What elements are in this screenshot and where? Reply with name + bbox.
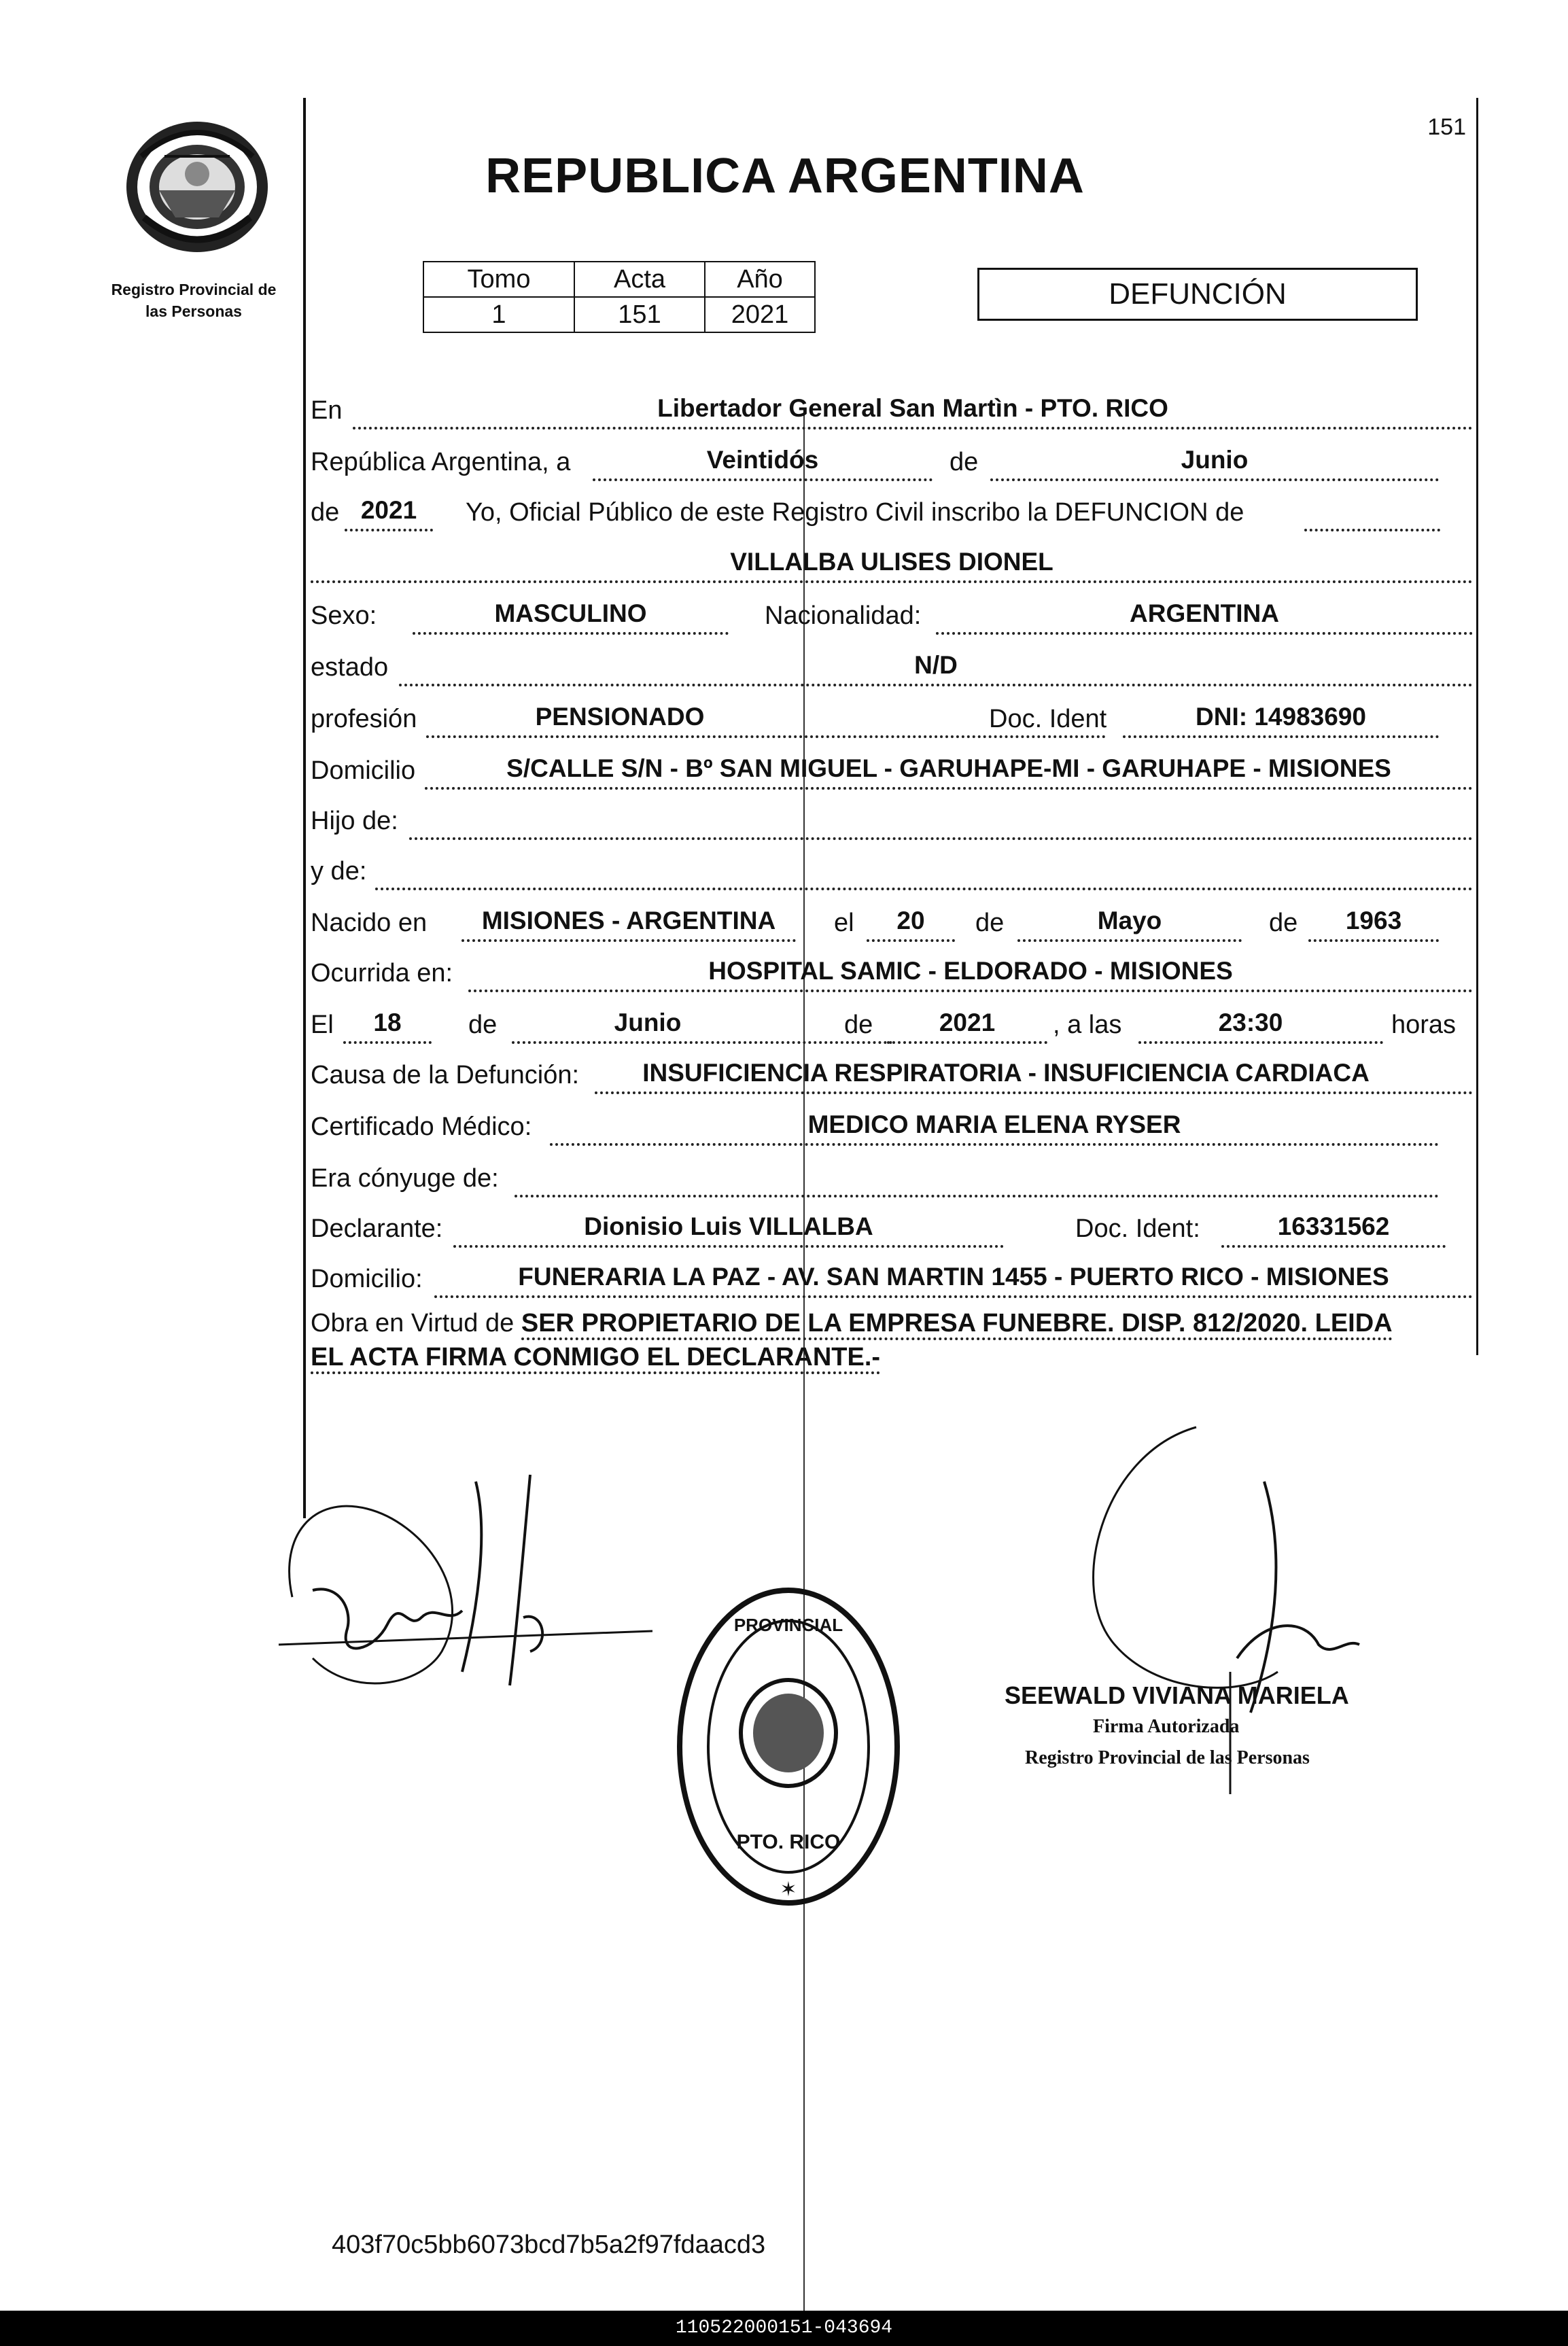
page-number: 151 [1427, 114, 1466, 140]
row-fecha-defuncion [311, 1003, 1473, 1044]
declarant-signature [272, 1454, 652, 1753]
anio-value: 2021 [705, 297, 815, 332]
nac-mes-value: Mayo [1097, 907, 1162, 934]
registry-caption [82, 279, 306, 322]
doc-value: DNI: 14983690 [1196, 703, 1366, 731]
nac-dia-value: 20 [896, 907, 925, 934]
oficial-text: Yo, Oficial Público de este Registro Civil inscribo la DEFUNCION de [466, 498, 1244, 527]
nacido-label: Nacido en [311, 909, 428, 937]
domicilio-value: S/CALLE S/N - Bº SAN MIGUEL - GARUHAPE-MI - GARUHAPE - MISIONES [506, 754, 1391, 782]
row-yde [311, 850, 1473, 890]
record-number-table [423, 261, 816, 333]
de-label-5: de [468, 1011, 498, 1039]
def-dia-value: 18 [373, 1009, 402, 1036]
svg-text:✶: ✶ [780, 1878, 797, 1902]
hijo-field [409, 799, 1473, 840]
horas-label: horas [1391, 1011, 1457, 1039]
def-mes-value: Junio [614, 1009, 682, 1036]
nacionalidad-label: Nacionalidad: [765, 601, 922, 630]
nacionalidad-value: ARGENTINA [1130, 599, 1279, 627]
doc2-value: 16331562 [1277, 1212, 1390, 1240]
provincial-seal-logo [117, 116, 277, 258]
anio-text: 2021 [360, 496, 417, 524]
domicilio2-value: FUNERARIA LA PAZ - AV. SAN MARTIN 1455 - PUERTO RICO - MISIONES [518, 1263, 1389, 1291]
signer-org: Registro Provincial de las Personas [1025, 1747, 1310, 1768]
causa-label: Causa de la Defunción: [311, 1061, 580, 1089]
row-profesion [311, 697, 1473, 738]
row-declarante [311, 1207, 1473, 1248]
estado-value: N/D [914, 651, 958, 679]
row-domicilio-declarante [311, 1257, 1473, 1298]
record-type-box: DEFUNCIÓN [977, 268, 1418, 321]
page-title: REPUBLICA ARGENTINA [485, 149, 1085, 203]
svg-text:PROVINCIAL: PROVINCIAL [733, 1615, 843, 1635]
de-label-3: de [975, 909, 1005, 937]
doc2-label: Doc. Ident: [1075, 1214, 1200, 1243]
right-margin-rule [1476, 98, 1478, 1355]
document-hash: 403f70c5bb6073bcd7b5a2f97fdaacd3 [332, 2230, 766, 2259]
el-label: el [834, 909, 854, 937]
delegation-stamp [669, 1577, 907, 1916]
row-fecha [311, 440, 1473, 481]
yde-label: y de: [311, 857, 367, 886]
registry-caption-line1: Registro Provincial de [111, 281, 277, 298]
de-label-4: de [1269, 909, 1298, 937]
row-domicilio [311, 749, 1473, 790]
left-margin-rule [303, 98, 306, 1518]
obra-line1: SER PROPIETARIO DE LA EMPRESA FUNEBRE. DISP. 812/2020. LEIDA [521, 1309, 1393, 1340]
row-oficial [311, 491, 1473, 531]
row-nombre [311, 542, 1473, 583]
profesion-value: PENSIONADO [535, 703, 705, 731]
domicilio-label: Domicilio [311, 756, 416, 785]
acta-label: Acta [574, 262, 705, 297]
doc-label: Doc. Ident [989, 705, 1107, 733]
obra-en-virtud [311, 1306, 1473, 1374]
row-certificado [311, 1105, 1473, 1146]
mes-value: Junio [1181, 446, 1249, 474]
hora-value: 23:30 [1218, 1009, 1283, 1036]
nacido-value: MISIONES - ARGENTINA [481, 907, 776, 934]
def-anio-value: 2021 [939, 1009, 996, 1036]
rep-label: República Argentina, a [311, 448, 571, 476]
tomo-label: Tomo [423, 262, 574, 297]
El-label: El [311, 1011, 334, 1039]
domicilio2-label: Domicilio: [311, 1265, 423, 1293]
cert-value: MEDICO MARIA ELENA RYSER [807, 1110, 1181, 1138]
official-signature [1060, 1414, 1414, 1849]
row-conyuge [311, 1157, 1473, 1197]
registry-caption-line2: las Personas [145, 302, 242, 320]
oficial-tail-field [1304, 491, 1440, 531]
en-label: En [311, 396, 343, 425]
cert-label: Certificado Médico: [311, 1113, 532, 1141]
conyuge-field [515, 1157, 1439, 1197]
de-label-2: de [311, 498, 340, 527]
obra-label: Obra en Virtud de [311, 1309, 515, 1337]
row-estado [311, 646, 1473, 686]
causa-value: INSUFICIENCIA RESPIRATORIA - INSUFICIENCIA CARDIACA [642, 1059, 1370, 1087]
sexo-value: MASCULINO [494, 599, 647, 627]
row-nacido [311, 901, 1473, 942]
row-causa [311, 1053, 1473, 1094]
obra-line2: EL ACTA FIRMA CONMIGO EL DECLARANTE.- [311, 1343, 880, 1374]
estado-label: estado [311, 653, 389, 682]
de-label-6: de [844, 1011, 873, 1039]
acta-value: 151 [574, 297, 705, 332]
row-hijo [311, 799, 1473, 840]
de-label-1: de [949, 448, 979, 476]
hijo-label: Hijo de: [311, 807, 398, 835]
row-ocurrida [311, 951, 1473, 992]
row-en [311, 389, 1473, 430]
anio-label: Año [705, 262, 815, 297]
alas-label: , a las [1053, 1011, 1122, 1039]
svg-text:PTO. RICO: PTO. RICO [736, 1831, 841, 1853]
signer-block [1005, 1680, 1385, 1774]
signer-name: SEEWALD VIVIANA MARIELA [1005, 1681, 1349, 1709]
conyuge-label: Era cónyuge de: [311, 1164, 499, 1193]
ocurrida-value: HOSPITAL SAMIC - ELDORADO - MISIONES [708, 957, 1233, 985]
declarante-label: Declarante: [311, 1214, 443, 1243]
yde-field [375, 850, 1473, 890]
tomo-value: 1 [423, 297, 574, 332]
sexo-label: Sexo: [311, 601, 377, 630]
footer-code: 110522000151-043694 [0, 2311, 1568, 2346]
row-sexo [311, 594, 1473, 635]
nombre-value: VILLALBA ULISES DIONEL [730, 548, 1053, 576]
nac-anio-value: 1963 [1345, 907, 1402, 934]
signer-role: Firma Autorizada [1093, 1716, 1240, 1737]
en-value: Libertador General San Martìn - PTO. RICO [657, 394, 1168, 422]
dia-value: Veintidós [706, 446, 819, 474]
profesion-label: profesión [311, 705, 417, 733]
declarante-value: Dionisio Luis VILLALBA [584, 1212, 873, 1240]
ocurrida-label: Ocurrida en: [311, 959, 453, 987]
